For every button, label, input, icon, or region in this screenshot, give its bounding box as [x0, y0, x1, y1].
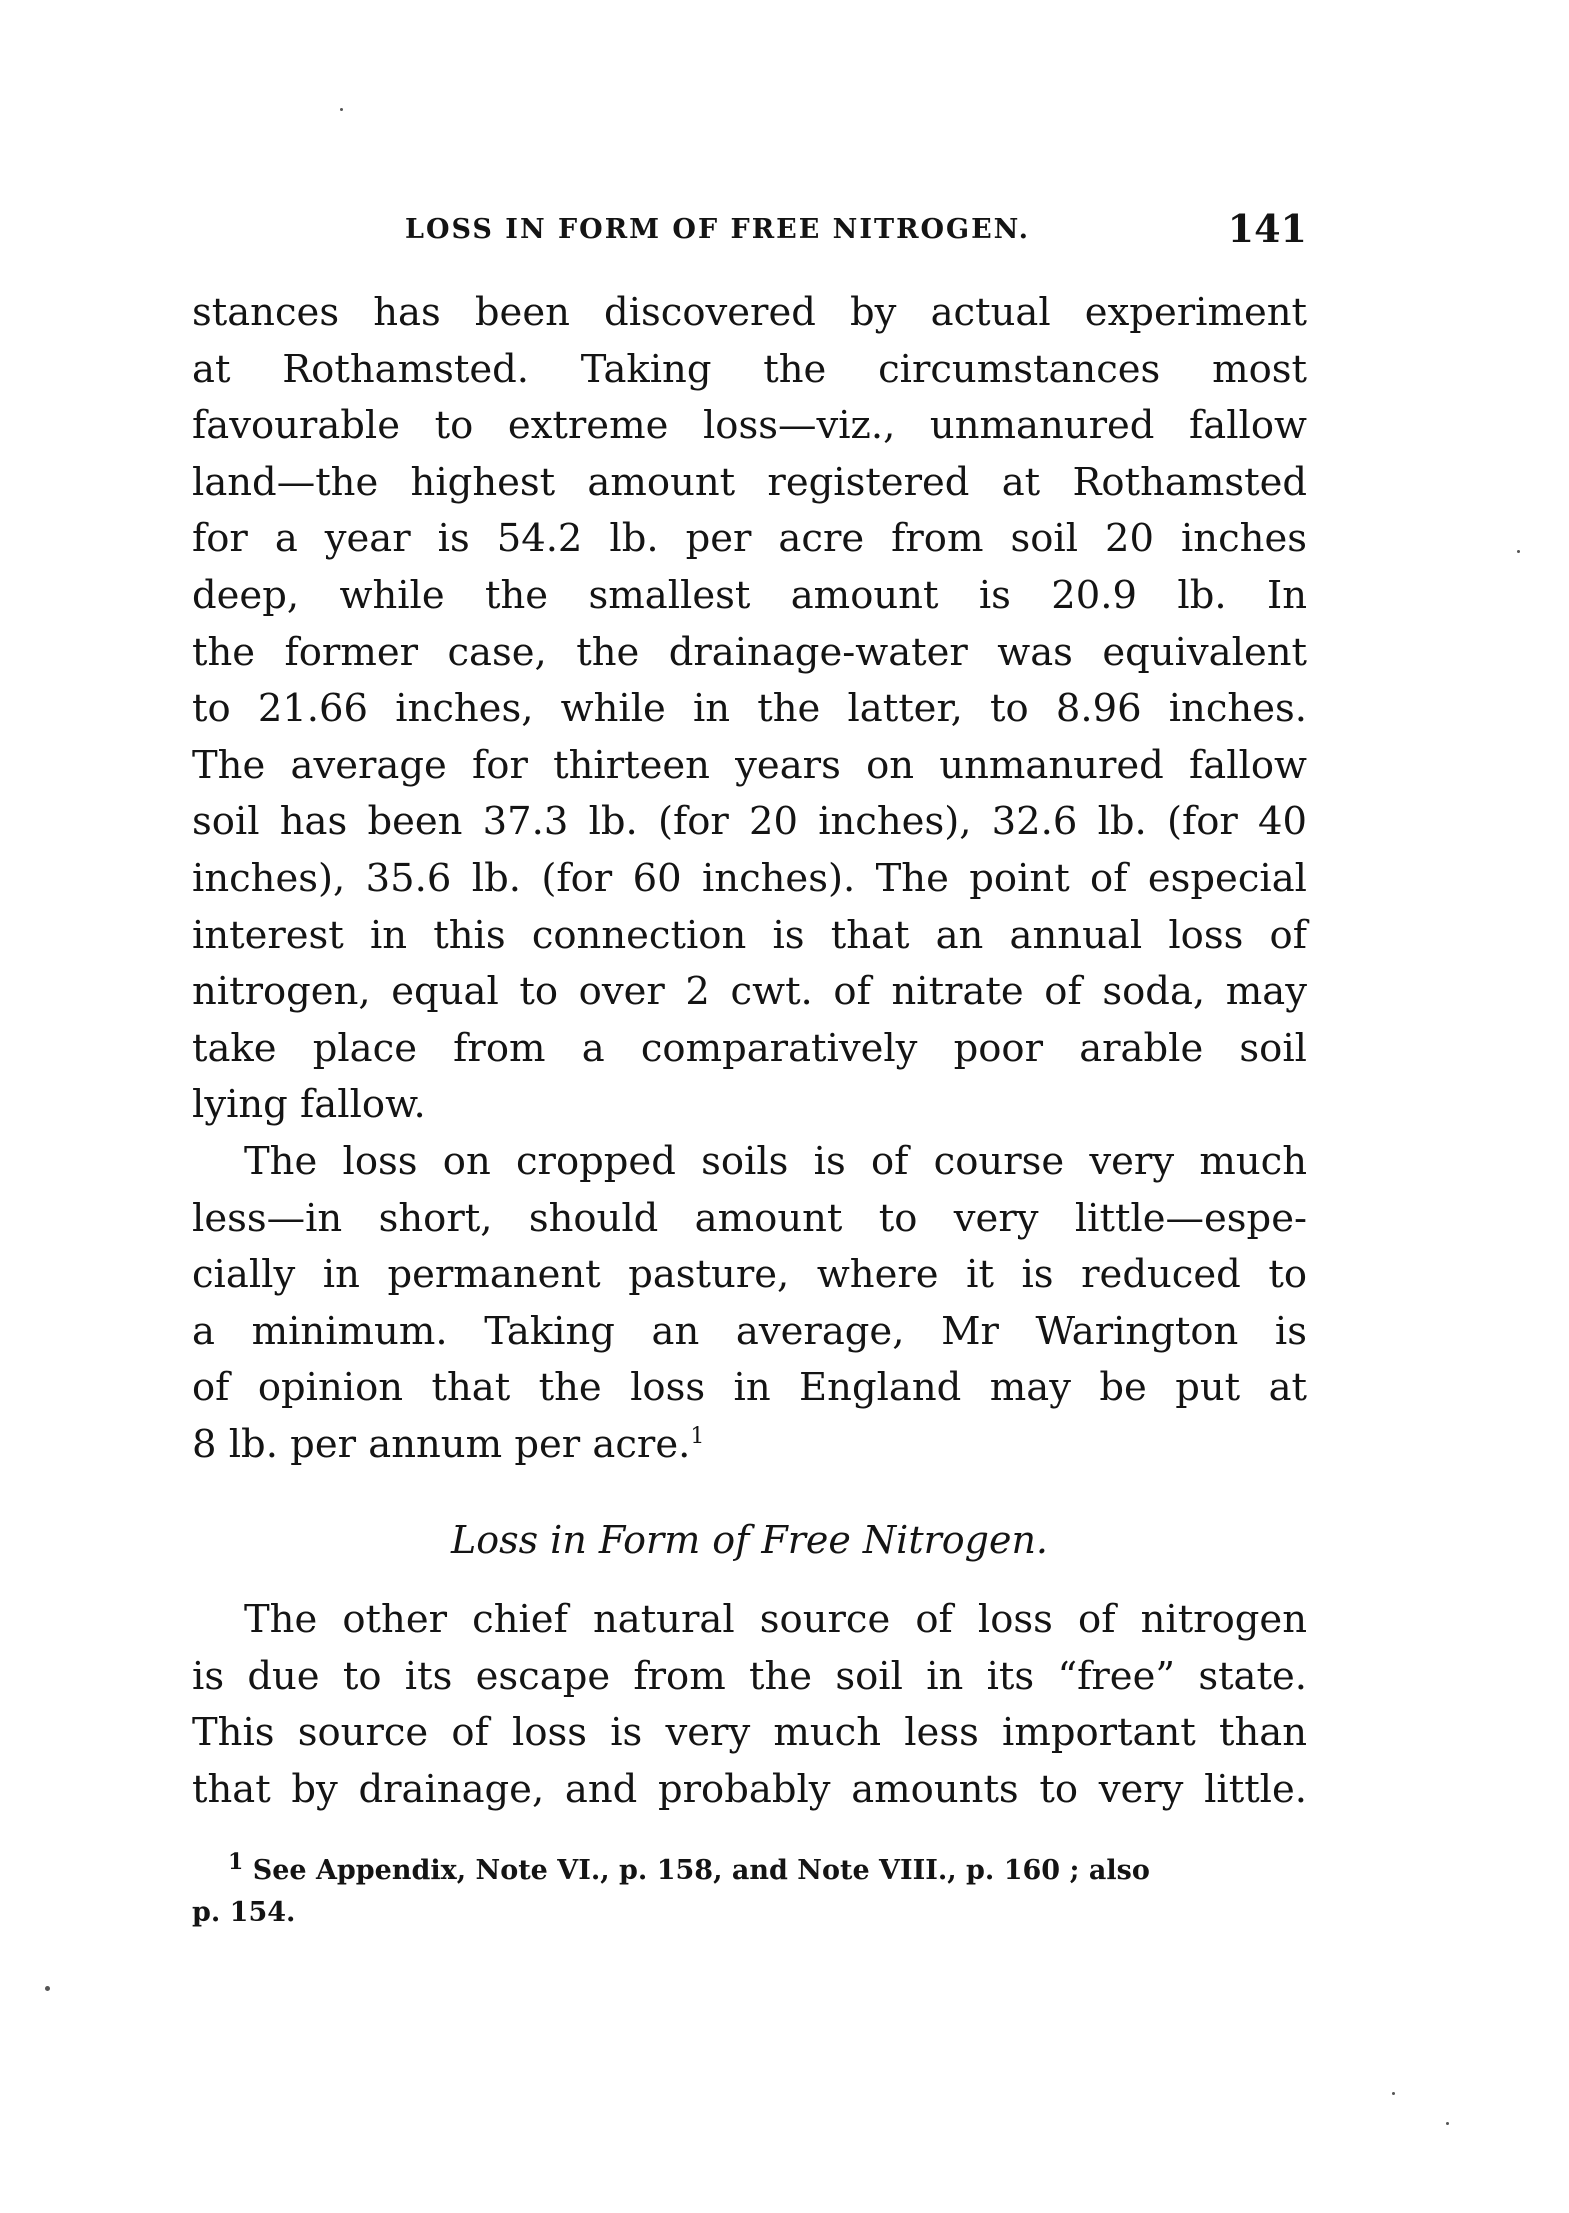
text-line: for a year is 54.2 lb. per acre from soil 20 inches: [192, 516, 1307, 562]
text-line: [192, 1417, 1307, 1474]
text-line: of opinion that the loss in England may be put at: [192, 1365, 1307, 1411]
scan-speck: [1517, 550, 1520, 553]
footnote-reference: 1: [690, 1424, 705, 1450]
scan-speck: [1392, 2092, 1395, 2095]
text-line: stances has been discovered by actual experiment: [192, 290, 1307, 335]
text-line: less—in short, should amount to very little—espe-: [192, 1195, 1307, 1241]
text-line: favourable to extreme loss—viz., unmanured fallow: [192, 403, 1307, 449]
paragraph: [192, 1592, 1307, 1818]
running-title: LOSS IN FORM OF FREE NITROGEN.: [405, 214, 1031, 245]
scan-speck: [340, 108, 343, 111]
text-line: take place from a comparatively poor arable soil: [192, 1025, 1307, 1071]
page-number: 141: [1227, 206, 1307, 251]
text-line: The loss on cropped soils is of course very much: [244, 1138, 1307, 1184]
text-line: that by drainage, and probably amounts to very little.: [192, 1766, 1307, 1812]
text-line: deep, while the smallest amount is 20.9 lb. In: [192, 572, 1307, 618]
footnote-text: See Appendix, Note VI., p. 158, and Note VIII., p. 160 ; also: [252, 1855, 1150, 1886]
running-head: [192, 206, 1307, 256]
body-text-main: [192, 285, 1307, 1473]
text-line: lying fallow.: [192, 1082, 426, 1128]
text-line: land—the highest amount registered at Rothamsted: [192, 459, 1307, 505]
text-line: soil has been 37.3 lb. (for 20 inches), 32.6 lb. (for 40: [192, 799, 1307, 845]
footnote-marker: 1: [228, 1849, 244, 1875]
text-line-content: 8 lb. per annum per acre.: [192, 1421, 691, 1467]
footnote-line: p. 154.: [192, 1897, 296, 1928]
text-line: to 21.66 inches, while in the latter, to 8.96 inches.: [192, 686, 1307, 732]
text-line: the former case, the drainage-water was equivalent: [192, 629, 1307, 675]
text-line: a minimum. Taking an average, Mr Warington is: [192, 1308, 1307, 1354]
text-line: The other chief natural source of loss of nitrogen: [244, 1597, 1307, 1642]
footnote: [192, 1850, 1307, 1934]
body-text-section: [192, 1592, 1307, 1818]
section-heading: Loss in Form of Free Nitrogen.: [450, 1518, 1049, 1562]
paragraph: [192, 1134, 1307, 1474]
scan-speck: [45, 1986, 50, 1991]
text-line: The average for thirteen years on unmanured fallow: [192, 742, 1307, 788]
scan-speck: [1446, 2122, 1449, 2125]
text-line: is due to its escape from the soil in its “free” state.: [192, 1653, 1307, 1699]
text-line: interest in this connection is that an annual loss of: [192, 912, 1307, 958]
text-line: nitrogen, equal to over 2 cwt. of nitrate of soda, may: [192, 969, 1307, 1015]
footnote-line: [192, 1850, 1307, 1892]
text-line: inches), 35.6 lb. (for 60 inches). The point of especial: [192, 855, 1307, 901]
text-line: cially in permanent pasture, where it is reduced to: [192, 1252, 1307, 1298]
text-line: at Rothamsted. Taking the circumstances most: [192, 346, 1307, 392]
text-line: This source of loss is very much less important than: [192, 1710, 1307, 1756]
paragraph: [192, 285, 1307, 1134]
